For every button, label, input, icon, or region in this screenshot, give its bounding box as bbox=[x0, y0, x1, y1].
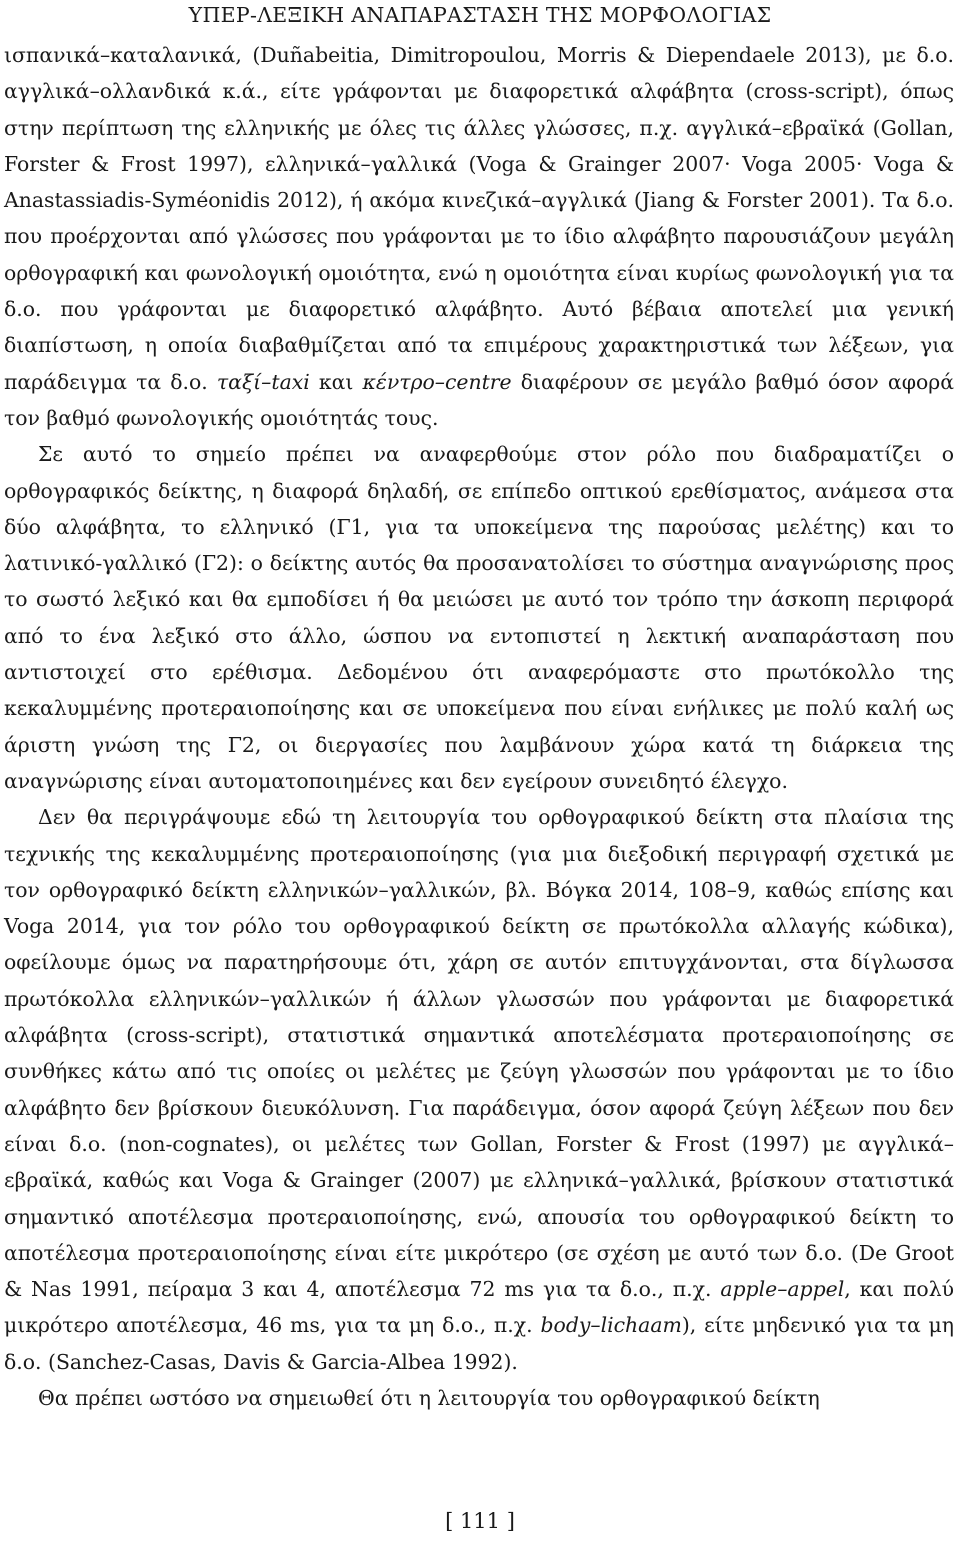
paragraph-2: Σε αυτό το σημείο πρέπει να αναφερθούμε στον ρόλο που διαδραματίζει ο ορθογραφικός δείκτης, η διαφορά δηλαδή, σε επίπεδο οπτικού ερεθίσματος, ανάμεσα στα δύο αλφάβητα, το ελληνικό (Γ1, για τα υποκείμενα της παρούσας μελέτης) και το λατινικό-γαλλικό (Γ2): ο δείκτης αυτός θα προσανατολίσει το σύστημα αναγνώρισης προς το σωστό λεξικό και θα εμποδίσει ή θα μειώσει με αυτό τον τρόπο την άσκοπη περιφορά από το ένα λεξικό στο άλλο, ώσπου να εντοπιστεί η λεκτική αναπαράσταση που αντιστοιχεί στο ερέθισμα. Δεδομένου ότι αναφερόμαστε στο πρωτόκολλο της κεκαλυμμένης προτεραιοποίησης και σε υποκείμενα που είναι ενήλικες με πολύ καλή ως άριστη γνώση της Γ2, οι διεργασίες που λαμβάνουν χώρα κατά τη διάρκεια της αναγνώρισης είναι αυτοματοποιημένες και δεν εγείρουν συνειδητό έλεγχο. bbox=[4, 442, 954, 793]
paragraph-3-middle: , και πολύ μικρότερο αποτέλεσμα, 46 ms, για τα μη δ.ο., π.χ. bbox=[4, 1277, 955, 1338]
conjunction: και bbox=[318, 369, 354, 394]
example-taxi: ταξί–taxi bbox=[216, 369, 310, 394]
paragraph-3-text: Δεν θα περιγράψουμε εδώ τη λειτουργία του ορθογραφικού δείκτη στα πλαίσια της τεχνικής της κεκαλυμμένης προτεραιοποίησης (για μια διεξοδική περιγραφή σχετικά με τον ορθογραφικό δείκτη ελληνικών–γαλλικών, βλ. Βόγκα 2014, 108–9, καθώς επίσης και Voga 2014, για τον ρόλο του ορθογραφικού δείκτη σε πρωτόκολλα αλλαγής κώδικα), οφείλουμε όμως να παρατηρήσουμε ότι, χάρη σε αυτόν επιτυγχάνονται, στα δίγλωσσα πρωτόκολλα ελληνικών–γαλλικών ή άλλων γλωσσών που γράφονται με διαφορετικά αλφάβητα (cross-script), στατιστικά σημαντικά αποτελέσματα προτεραιοποίησης σε συνθήκες κάτω από τις οποίες οι μελέτες με ζεύγη γλωσσών που γράφονται με το ίδιο αλφάβητο δεν βρίσκουν διευκόλυνση. Για παράδειγμα, όσον αφορά ζεύγη λέξεων που δεν είναι δ.ο. (non-cognates), οι μελέτες των Gollan, Forster & Frost (1997) με αγγλικά–εβραϊκά, καθώς και Voga & Grainger (2007) με ελληνικά–γαλλικά, βρίσκουν στατιστικά σημαντικό αποτέλεσμα προτεραιοποίησης, ενώ, απουσία του ορθογραφικού δείκτη το αποτέλεσμα προτεραιοποίησης είναι είτε μικρότερο (σε σχέση με αυτό των δ.ο. (De Groot & Nas 1991, πείραμα 3 και 4, αποτέλεσμα 72 ms για τα δ.ο., π.χ. bbox=[4, 805, 954, 1302]
paragraph-4: Θα πρέπει ωστόσο να σημειωθεί ότι η λειτουργία του ορθογραφικού δείκτη bbox=[38, 1385, 820, 1410]
example-kentro: κέντρο–centre bbox=[362, 369, 512, 394]
paragraph-3 bbox=[4, 799, 954, 1380]
running-head: ΥΠΕΡ-ΛΕΞΙΚΗ ΑΝΑΠΑΡΑΣΤΑΣΗ ΤΗΣ ΜΟΡΦΟΛΟΓΙΑΣ bbox=[188, 3, 772, 27]
page-number: [ 111 ] bbox=[445, 1509, 515, 1533]
paragraph-1-text: ισπανικά–καταλανικά, (Duñabeitia, Dimitropoulou, Morris & Diependaele 2013), με δ.ο. αγγλικά–ολλανδικά κ.ά., είτε γράφονται με διαφορετικά αλφάβητα (cross-script), όπως στην περίπτωση της ελληνικής με όλες τις άλλες γλώσσες, π.χ. αγγλικά–εβραϊκά (Gollan, Forster & Frost 1997), ελληνικά–γαλλικά (Voga & Grainger 2007· Voga 2005· Voga & Anastassiadis-Syméonidis 2012), ή ακόμα κινεζικά–αγγλικά (Jiang & Forster 2001). Τα δ.ο. που προέρχονται από γλώσσες που γράφονται με το ίδιο αλφάβητο παρουσιάζουν μεγάλη ορθογραφική και φωνολογική ομοιότητα, ενώ η ομοιότητα είναι κυρίως φωνολογική για τα δ.ο. που γράφονται με διαφορετικό αλφάβητο. Αυτό βέβαια αποτελεί μια γενική διαπίστωση, η οποία διαβαθμίζεται από τα επιμέρους χαρακτηριστικά των λέξεων, για παράδειγμα τα δ.ο. bbox=[4, 43, 954, 394]
paragraph-1 bbox=[4, 37, 954, 436]
paragraph-3-end: ), είτε μηδενικό για τα μη δ.ο. (Sanchez-Casas, Davis & Garcia-Albea 1992). bbox=[4, 1313, 955, 1374]
example-body-lichaam: body–lichaam bbox=[540, 1313, 682, 1338]
paragraph-1-end: διαφέρουν σε μεγάλο βαθμό όσον αφορά τον βαθμό φωνολογικής ομοιότητάς τους. bbox=[4, 369, 955, 430]
example-apple-appel: apple–appel bbox=[720, 1277, 845, 1302]
body-text bbox=[4, 37, 954, 1416]
